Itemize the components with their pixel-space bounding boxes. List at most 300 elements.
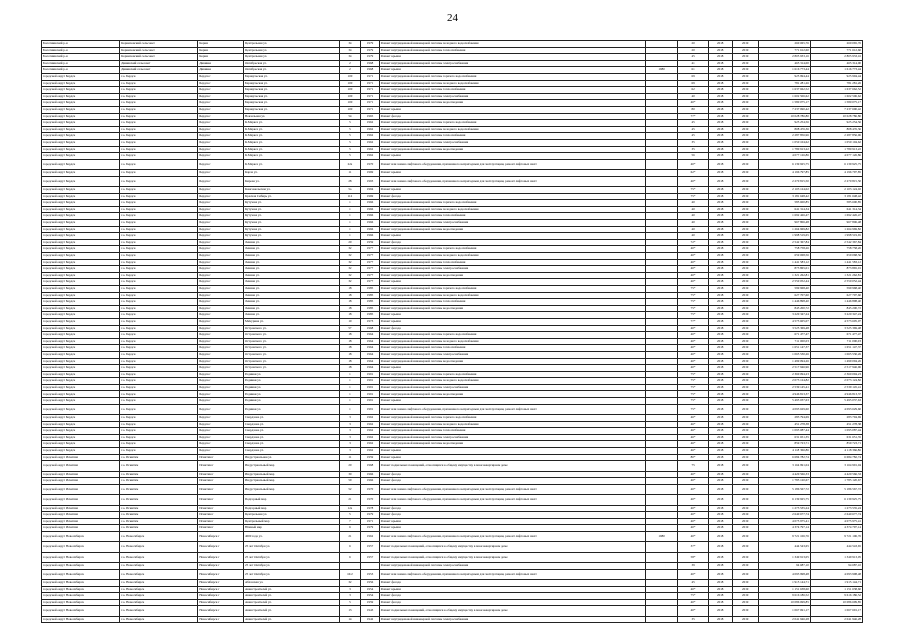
cell-plan-year-start: 2018 — [708, 106, 732, 113]
cell-house: 34 — [339, 41, 361, 48]
cell-house: 11 — [339, 454, 361, 461]
cell-work-type: Ремонт или замена лифтового оборудования, признанного непригодным для эксплуатации, ремонт лифтовых шахт — [379, 484, 645, 494]
cell-wear-percent: 40* — [678, 518, 708, 525]
cell-plan-year-end: 2019 — [732, 93, 758, 100]
cell-street: Островского ул. — [243, 325, 339, 332]
table-row — [42, 146, 863, 153]
cell-plan-year-end: 2019 — [732, 606, 758, 616]
cell-plan-year-start: 2018 — [708, 606, 732, 616]
cell-work-type: Ремонт внутридомовой инженерной системы теплоснабжения — [379, 259, 645, 266]
cell-cost: 2 103 124,02 — [758, 187, 810, 194]
cell-wear-percent: 80* — [678, 454, 708, 461]
cell-plan-year-end: 2019 — [732, 441, 758, 448]
cell-settlement: г.о. Бердск — [120, 220, 198, 227]
cell-municipality: городской округ Новосибирск — [42, 531, 120, 541]
cell-settlement: г.о. Бердск — [120, 170, 198, 177]
cell-total: 3 525 369,48 — [810, 325, 862, 332]
cell-total: 2 542 367,84 — [810, 239, 862, 246]
table-row — [42, 159, 863, 169]
cell-street: К.Маркса ул. — [243, 146, 339, 153]
cell-municipality: городской округ Бердск — [42, 259, 120, 266]
cell-municipality: городской округ Бердск — [42, 206, 120, 213]
cell-locality: Дивинка — [198, 60, 244, 67]
cell-house: 1 — [339, 226, 361, 233]
cell-municipality: городской округ Бердск — [42, 159, 120, 169]
cell-cost: 2 360 094,23 — [758, 371, 810, 378]
cell-area — [645, 305, 678, 312]
cell-house: 18 — [339, 292, 361, 299]
table-row — [42, 93, 863, 100]
cell-area — [645, 246, 678, 253]
cell-build-year: 1978 — [361, 505, 379, 512]
cell-build-year: 1971 — [361, 93, 379, 100]
cell-house: 52 — [339, 484, 361, 494]
cell-plan-year-end: 2019 — [732, 272, 758, 279]
cell-work-type: Ремонт фасада — [379, 512, 645, 519]
cell-total: 1 499 094,26 — [810, 358, 862, 365]
cell-plan-year-start: 2018 — [708, 593, 732, 600]
cell-build-year: 1966 — [361, 220, 379, 227]
cell-build-year: 1971 — [361, 80, 379, 87]
cell-street: Островского ул. — [243, 332, 339, 339]
cell-municipality: городской округ Бердск — [42, 246, 120, 253]
table-row — [42, 586, 863, 593]
cell-plan-year-start: 2018 — [708, 153, 732, 160]
cell-build-year: 1970 — [361, 484, 379, 494]
cell-house: 32 — [339, 253, 361, 260]
cell-wear-percent: 75 — [678, 461, 708, 471]
cell-locality: Бердск г — [198, 226, 244, 233]
cell-wear-percent: 41 — [678, 60, 708, 67]
cell-build-year: 1977 — [361, 253, 379, 260]
cell-total: 2 550 052,44 — [810, 279, 862, 286]
cell-locality: Бердск г — [198, 434, 244, 441]
cell-settlement: г.о. Бердск — [120, 176, 198, 186]
cell-municipality: городской округ Бердск — [42, 384, 120, 391]
cell-area — [645, 434, 678, 441]
cell-work-type: Ремонт внутридомовой инженерной системы электроснабжения — [379, 139, 645, 146]
cell-wear-percent: 75* — [678, 398, 708, 405]
cell-area — [645, 332, 678, 339]
cell-locality: Корни — [198, 41, 244, 48]
cell-plan-year-start: 2018 — [708, 259, 732, 266]
cell-plan-year-start: 2018 — [708, 312, 732, 319]
cell-plan-year-start: 2018 — [708, 478, 732, 485]
cell-plan-year-end: 2019 — [732, 345, 758, 352]
cell-settlement: г.о. Искитим — [120, 478, 198, 485]
cell-work-type: Ремонт внутридомовой инженерной системы горячего водоснабжения — [379, 246, 645, 253]
cell-plan-year-start: 2018 — [708, 351, 732, 358]
cell-cost: 5 495 037,63 — [758, 398, 810, 405]
cell-settlement: г.о. Новосибирск — [120, 606, 198, 616]
cell-build-year: 1962 — [361, 415, 379, 422]
cell-build-year: 1962 — [361, 153, 379, 160]
cell-plan-year-end: 2019 — [732, 599, 758, 606]
cell-cost: 4 077 126,86 — [758, 153, 810, 160]
cell-street: Ленина ул. — [243, 239, 339, 246]
cell-cost: 4 093 629,60 — [758, 404, 810, 414]
cell-settlement: г.о. Бердск — [120, 133, 198, 140]
cell-area — [645, 441, 678, 448]
cell-cost: 6 139 925,75 — [758, 495, 810, 505]
cell-cost: 465 314,00 — [758, 60, 810, 67]
cell-plan-year-start: 2018 — [708, 448, 732, 455]
cell-wear-percent: 40 — [678, 93, 708, 100]
cell-locality: Искитим г — [198, 471, 244, 478]
cell-cost: 659 068,56 — [758, 253, 810, 260]
cell-build-year: 1959 — [361, 599, 379, 606]
cell-build-year: 1954 — [361, 586, 379, 593]
cell-wear-percent: 75* — [678, 404, 708, 414]
cell-plan-year-end: 2019 — [732, 365, 758, 372]
cell-wear-percent: 45 — [678, 580, 708, 587]
cell-total: 631 651,35 — [810, 434, 862, 441]
table-row — [42, 552, 863, 562]
cell-plan-year-start: 2018 — [708, 41, 732, 48]
cell-total: 465 314,00 — [810, 60, 862, 67]
cell-locality: Бердск г — [198, 398, 244, 405]
cell-work-type: Ремонт внутридомовой инженерной системы горячего водоснабжения — [379, 285, 645, 292]
cell-settlement: г.о. Новосибирск — [120, 552, 198, 562]
cell-plan-year-start: 2018 — [708, 404, 732, 414]
cell-wear-percent: 62* — [678, 170, 708, 177]
cell-plan-year-end: 2019 — [732, 495, 758, 505]
cell-locality: Искитим г — [198, 518, 244, 525]
table-row — [42, 599, 863, 606]
cell-work-type: Ремонт фасада — [379, 505, 645, 512]
table-row — [42, 213, 863, 220]
cell-total: 5 495 037,63 — [810, 398, 862, 405]
cell-plan-year-end: 2019 — [732, 80, 758, 87]
cell-area — [645, 586, 678, 593]
cell-plan-year-end: 2019 — [732, 358, 758, 365]
table-row — [42, 563, 863, 570]
cell-plan-year-start: 2018 — [708, 272, 732, 279]
table-row — [42, 421, 863, 428]
cell-area — [645, 285, 678, 292]
cell-plan-year-end: 2019 — [732, 351, 758, 358]
cell-cost: 2 517 946,96 — [758, 365, 810, 372]
cell-work-type: Ремонт фасада — [379, 193, 645, 200]
cell-settlement: г.о. Искитим — [120, 518, 198, 525]
cell-cost: 845 200,72 — [758, 305, 810, 312]
cell-house: 18 — [339, 358, 361, 365]
cell-settlement: г.о. Бердск — [120, 266, 198, 273]
cell-work-type: Ремонт внутридомовой инженерной системы холодного водоснабжения — [379, 41, 645, 48]
cell-house: 20 — [339, 461, 361, 471]
cell-house: 3 — [339, 428, 361, 435]
cell-plan-year-end: 2019 — [732, 176, 758, 186]
cell-area — [645, 606, 678, 616]
cell-build-year: 1991 — [361, 404, 379, 414]
cell-locality: Бердск г — [198, 391, 244, 398]
cell-settlement: г.о. Искитим — [120, 512, 198, 519]
cell-cost: 5 186 567,72 — [758, 484, 810, 494]
cell-work-type: Ремонт или замена лифтового оборудования, признанного непригодным для эксплуатации, ремонт лифтовых шахт — [379, 569, 645, 579]
cell-locality: Бердск г — [198, 312, 244, 319]
cell-municipality: городской округ Бердск — [42, 146, 120, 153]
cell-plan-year-end: 2019 — [732, 415, 758, 422]
table-row — [42, 391, 863, 398]
cell-house: 22а — [339, 159, 361, 169]
cell-plan-year-end: 2019 — [732, 67, 758, 74]
cell-area — [645, 542, 678, 552]
cell-wear-percent: 45 — [678, 54, 708, 61]
cell-house: 32 — [339, 279, 361, 286]
cell-settlement: г.о. Бердск — [120, 200, 198, 207]
cell-work-type: Ремонт внутридомовой инженерной системы электроснабжения — [379, 60, 645, 67]
cell-municipality: городской округ Бердск — [42, 378, 120, 385]
cell-wear-percent: 40 — [678, 213, 708, 220]
cell-area — [645, 454, 678, 461]
cell-settlement: г.о. Бердск — [120, 421, 198, 428]
cell-total: 1 151 638,60 — [810, 586, 862, 593]
cell-plan-year-end: 2019 — [732, 299, 758, 306]
cell-total: 1 273 535,24 — [810, 505, 862, 512]
cell-plan-year-start: 2018 — [708, 531, 732, 541]
cell-wear-percent: 40* — [678, 159, 708, 169]
cell-total: 845 200,72 — [810, 305, 862, 312]
cell-settlement: г.о. Бердск — [120, 305, 198, 312]
cell-house: 16/2 — [339, 569, 361, 579]
cell-work-type: Ремонт внутридомовой инженерной системы водоотведения — [379, 358, 645, 365]
cell-total: 2 103 124,02 — [810, 187, 862, 194]
cell-total: 2 287 856,96 — [810, 133, 862, 140]
table-row — [42, 384, 863, 391]
cell-work-type: Ремонт фасада — [379, 599, 645, 606]
cell-plan-year-start: 2018 — [708, 563, 732, 570]
cell-cost: 758 758,26 — [758, 246, 810, 253]
cell-plan-year-start: 2018 — [708, 358, 732, 365]
table-row — [42, 266, 863, 273]
cell-total: 2 640 677,74 — [810, 512, 862, 519]
cell-house: 20 — [339, 239, 361, 246]
cell-area — [645, 170, 678, 177]
cell-plan-year-end: 2019 — [732, 312, 758, 319]
cell-total: 1 785 120,67 — [810, 478, 862, 485]
cell-house: 3 — [339, 586, 361, 593]
cell-wear-percent: 40* — [678, 259, 708, 266]
cell-work-type: Ремонт внутридомовой инженерной системы водоотведения — [379, 391, 645, 398]
cell-total: 1 349 913,05 — [810, 552, 862, 562]
cell-street: Красная Сибирь ул. — [243, 193, 339, 200]
cell-settlement: г.о. Бердск — [120, 100, 198, 107]
page-number: 24 — [447, 12, 458, 24]
cell-cost: 1 050 104,62 — [758, 139, 810, 146]
cell-work-type: Ремонт или замена лифтового оборудования, признанного непригодным для эксплуатации, ремонт лифтовых шахт — [379, 176, 645, 186]
cell-wear-percent: 40* — [678, 525, 708, 532]
cell-plan-year-end: 2019 — [732, 525, 758, 532]
cell-plan-year-start: 2018 — [708, 525, 732, 532]
cell-build-year: 1977 — [361, 259, 379, 266]
cell-municipality: городской округ Искитим — [42, 454, 120, 461]
cell-street: Островского ул. — [243, 365, 339, 372]
cell-area — [645, 593, 678, 600]
cell-street: Центральный мкр — [243, 518, 339, 525]
cell-locality: Бердск г — [198, 220, 244, 227]
table-row — [42, 220, 863, 227]
cell-municipality: городской округ Бердск — [42, 371, 120, 378]
cell-total: 94 687,10 — [810, 563, 862, 570]
cell-area — [645, 384, 678, 391]
cell-cost: 2 539 145,41 — [758, 384, 810, 391]
cell-work-type: Ремонт внутридомовой инженерной системы холодного водоснабжения — [379, 421, 645, 428]
cell-build-year: 1957 — [361, 542, 379, 552]
cell-total: 1 441 583,12 — [810, 259, 862, 266]
cell-build-year: 1977 — [361, 246, 379, 253]
cell-build-year: 1977 — [361, 266, 379, 273]
cell-plan-year-end: 2019 — [732, 332, 758, 339]
cell-wear-percent: 75* — [678, 187, 708, 194]
cell-work-type: Ремонт внутридомовой инженерной системы электроснабжения — [379, 93, 645, 100]
cell-municipality: городской округ Бердск — [42, 126, 120, 133]
cell-locality: Новосибирск г — [198, 563, 244, 570]
cell-build-year: 1969 — [361, 170, 379, 177]
cell-plan-year-start: 2018 — [708, 54, 732, 61]
cell-wear-percent: 20 — [678, 41, 708, 48]
cell-plan-year-start: 2018 — [708, 580, 732, 587]
cell-settlement: г.о. Бердск — [120, 351, 198, 358]
cell-total: 3 181 648,42 — [810, 193, 862, 200]
cell-cost: 1 580 075,17 — [758, 100, 810, 107]
cell-work-type: Ремонт или замена лифтового оборудования, признанного непригодным для эксплуатации, ремонт лифтовых шахт — [379, 495, 645, 505]
cell-street: Вокзальная ул. — [243, 113, 339, 120]
cell-locality: Бердск г — [198, 428, 244, 435]
cell-house: 32 — [339, 246, 361, 253]
cell-wear-percent: 75* — [678, 371, 708, 378]
cell-locality: Бердск г — [198, 384, 244, 391]
cell-plan-year-start: 2018 — [708, 266, 732, 273]
cell-municipality: городской округ Бердск — [42, 441, 120, 448]
cell-settlement: г.о. Новосибирск — [120, 599, 198, 606]
cell-work-type: Ремонт внутридомовой инженерной системы теплоснабжения — [379, 47, 645, 54]
cell-cost: 627 707,60 — [758, 292, 810, 299]
cell-build-year: 1968 — [361, 325, 379, 332]
cell-locality: Бердск г — [198, 73, 244, 80]
table-row — [42, 153, 863, 160]
cell-area — [645, 266, 678, 273]
cell-wear-percent: 40* — [678, 279, 708, 286]
cell-municipality: Болотнинский р-н — [42, 67, 120, 74]
cell-street: Родники ул. — [243, 398, 339, 405]
cell-house: 3 — [339, 448, 361, 455]
cell-build-year: 1991 — [361, 384, 379, 391]
table-row — [42, 305, 863, 312]
cell-locality: Искитим г — [198, 454, 244, 461]
cell-build-year: 1953 — [361, 569, 379, 579]
cell-settlement: г.о. Бердск — [120, 325, 198, 332]
cell-plan-year-end: 2019 — [732, 484, 758, 494]
cell-build-year: 1991 — [361, 378, 379, 385]
cell-work-type: Ремонт внутридомовой инженерной системы водоотведения — [379, 305, 645, 312]
cell-plan-year-end: 2019 — [732, 220, 758, 227]
cell-work-type: Ремонт крыши — [379, 106, 645, 113]
cell-wear-percent: 40 — [678, 206, 708, 213]
cell-house: 7 — [339, 518, 361, 525]
cell-area — [645, 478, 678, 485]
cell-locality: Бердск г — [198, 292, 244, 299]
cell-street: К.Маркса ул. — [243, 139, 339, 146]
cell-plan-year-start: 2018 — [708, 60, 732, 67]
cell-municipality: городской округ Бердск — [42, 220, 120, 227]
cell-build-year: 1979 — [361, 512, 379, 519]
cell-cost: 1 349 913,05 — [758, 552, 810, 562]
cell-settlement: г.о. Искитим — [120, 461, 198, 471]
cell-area — [645, 106, 678, 113]
cell-municipality: городской округ Бердск — [42, 73, 120, 80]
cell-house: 32 — [339, 580, 361, 587]
cell-area — [645, 272, 678, 279]
cell-total: 2 517 946,96 — [810, 365, 862, 372]
cell-settlement: г.о. Бердск — [120, 428, 198, 435]
table-row — [42, 471, 863, 478]
cell-area — [645, 259, 678, 266]
cell-total: 4 573 605,07 — [810, 318, 862, 325]
cell-work-type: Ремонт внутридомовой инженерной системы электроснабжения — [379, 351, 645, 358]
cell-wear-percent: 40 — [678, 220, 708, 227]
cell-wear-percent: 75* — [678, 292, 708, 299]
cell-area — [645, 338, 678, 345]
cell-municipality: городской округ Бердск — [42, 279, 120, 286]
cell-municipality: городской округ Бердск — [42, 266, 120, 273]
cell-area — [645, 193, 678, 200]
cell-wear-percent: 40* — [678, 505, 708, 512]
cell-cost: 925 994,44 — [758, 73, 810, 80]
cell-area — [645, 120, 678, 127]
cell-plan-year-end: 2019 — [732, 285, 758, 292]
cell-locality: Бердск г — [198, 176, 244, 186]
cell-municipality: городской округ Бердск — [42, 448, 120, 455]
cell-locality: Искитим г — [198, 495, 244, 505]
cell-work-type: Ремонт внутридомовой инженерной системы электроснабжения — [379, 266, 645, 273]
cell-plan-year-start: 2018 — [708, 200, 732, 207]
cell-house: 18 — [339, 312, 361, 319]
cell-cost: 1 998 519,65 — [758, 233, 810, 240]
cell-settlement: г.о. Новосибирск — [120, 586, 198, 593]
cell-build-year: 1943 — [361, 606, 379, 616]
cell-total: 781 281,26 — [810, 80, 862, 87]
cell-locality: Бердск г — [198, 404, 244, 414]
table-row — [42, 358, 863, 365]
cell-plan-year-start: 2018 — [708, 542, 732, 552]
cell-build-year: 1964 — [361, 338, 379, 345]
cell-settlement: г.о. Бердск — [120, 391, 198, 398]
cell-work-type: Ремонт крыши — [379, 170, 645, 177]
cell-settlement: г.о. Бердск — [120, 139, 198, 146]
cell-plan-year-start: 2018 — [708, 176, 732, 186]
cell-locality: Бердск г — [198, 266, 244, 273]
cell-wear-percent: 75* — [678, 312, 708, 319]
cell-build-year: 1964 — [361, 365, 379, 372]
cell-work-type: Ремонт крыши — [379, 454, 645, 461]
cell-plan-year-end: 2019 — [732, 552, 758, 562]
cell-cost: 1 915 144,71 — [758, 580, 810, 587]
cell-cost: 1 602 506,62 — [758, 93, 810, 100]
cell-cost: 1 785 120,67 — [758, 478, 810, 485]
cell-plan-year-end: 2019 — [732, 87, 758, 94]
table-row — [42, 113, 863, 120]
cell-municipality: городской округ Новосибирск — [42, 616, 120, 623]
cell-build-year: 1964 — [361, 351, 379, 358]
cell-total: 1 095 087,44 — [810, 428, 862, 435]
cell-settlement: г.о. Бердск — [120, 378, 198, 385]
table-row — [42, 332, 863, 339]
cell-plan-year-start: 2018 — [708, 113, 732, 120]
cell-plan-year-start: 2018 — [708, 292, 732, 299]
cell-settlement: г.о. Бердск — [120, 187, 198, 194]
cell-plan-year-end: 2019 — [732, 139, 758, 146]
cell-total: 585 600,85 — [810, 200, 862, 207]
